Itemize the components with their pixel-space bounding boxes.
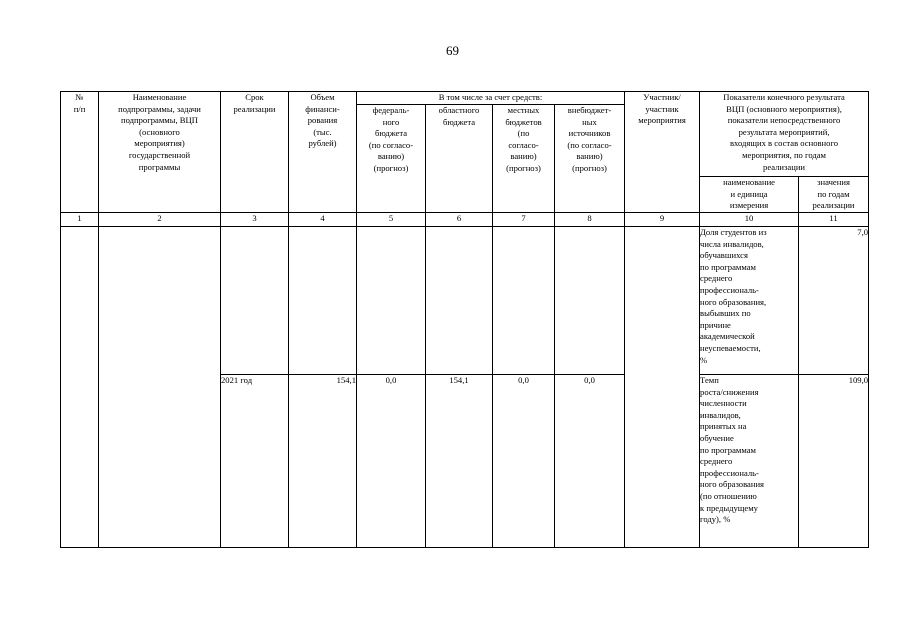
page-number: 69 [446, 43, 459, 58]
federal-cell: 0,0 [357, 375, 426, 548]
text-line: (по согласо- [567, 139, 612, 150]
column-number: 4 [289, 213, 357, 227]
text-line: Объем [310, 92, 335, 102]
text-line: ванию) [510, 151, 537, 162]
text-line: ного образования [700, 479, 765, 490]
text-line: Темп [700, 375, 719, 385]
text-line: по программам [700, 444, 756, 455]
extrabudget-cell: 0,0 [555, 375, 625, 548]
text-line: измерения [729, 200, 769, 211]
header-extrabudget [555, 105, 625, 213]
text-line: реализации [812, 200, 855, 211]
header-indicator-value [799, 177, 869, 213]
header-local [493, 105, 555, 213]
text-line: ного образования, [700, 296, 767, 307]
header-regional [426, 105, 493, 213]
column-number: 2 [99, 213, 221, 227]
text-line: местных [507, 105, 540, 115]
text-line: программы [138, 161, 181, 172]
text-line: инвалидов, [700, 409, 741, 420]
header-volume [289, 92, 357, 213]
text-line: обучавшихся [700, 250, 748, 261]
column-number: 1 [61, 213, 99, 227]
text-line: (прогноз) [506, 162, 541, 173]
indicator-name-cell [700, 375, 799, 548]
participant-cell [625, 227, 700, 548]
text-line: роста/снижения [700, 386, 759, 397]
text-line: участник [645, 103, 679, 114]
extrabudget-cell [555, 227, 625, 375]
text-line: принятых на [700, 421, 747, 432]
text-line: среднего [700, 273, 733, 284]
text-line: бюджета [442, 116, 476, 127]
text-line: по годам [817, 188, 850, 199]
text-line: Показатели конечного результата [723, 92, 845, 102]
table-row [61, 227, 869, 375]
column-number: 6 [426, 213, 493, 227]
header-name [99, 92, 221, 213]
text-line: профессиональ- [700, 284, 759, 295]
text-line: внебюджет- [567, 105, 612, 115]
column-number: 5 [357, 213, 426, 227]
text-line: подпрограммы, ВЦП [121, 115, 198, 126]
text-line: профессиональ- [700, 467, 759, 478]
text-line: академической [700, 331, 755, 342]
text-line: (по согласо- [368, 139, 414, 150]
text-line: по программам [700, 261, 756, 272]
program-table [60, 91, 869, 548]
text-line: рублей) [308, 138, 337, 149]
column-number: 10 [700, 213, 799, 227]
regional-cell [426, 227, 493, 375]
text-line: финанси- [305, 103, 340, 114]
text-line: Наименование [132, 92, 187, 102]
column-number: 7 [493, 213, 555, 227]
volume-cell: 154,1 [289, 375, 357, 548]
header-participant [625, 92, 700, 213]
text-line: году), % [700, 514, 731, 525]
text-line: входящих в состав основного [729, 138, 839, 149]
indicator-value-cell: 7,0 [799, 227, 869, 375]
header-indicator-name [700, 177, 799, 213]
text-line: № [75, 92, 84, 102]
text-line: значения [817, 177, 850, 187]
text-line: бюджета [374, 128, 408, 139]
text-line: Доля студентов из [700, 227, 767, 237]
column-number: 8 [555, 213, 625, 227]
text-line: областного [438, 105, 480, 115]
text-line: (основного [139, 126, 180, 137]
text-line: наименование [723, 177, 775, 187]
text-line: показатели непосредственного [727, 115, 841, 126]
text-line: (по отношению [700, 490, 757, 501]
row-name-cell [99, 227, 221, 548]
column-number: 11 [799, 213, 869, 227]
text-line: численности [700, 398, 747, 409]
text-line: бюджетов [505, 116, 542, 127]
text-line: результата мероприятий, [738, 126, 830, 137]
period-cell [221, 227, 289, 375]
text-line: обучение [700, 432, 734, 443]
text-line: федераль- [372, 105, 410, 115]
text-line: реализации [233, 103, 276, 114]
regional-cell: 154,1 [426, 375, 493, 548]
text-line: (тыс. [313, 126, 332, 137]
text-line: мероприятия [638, 115, 686, 126]
text-line: ВЦП (основного мероприятия), [726, 103, 842, 114]
period-cell: 2021 год [221, 375, 289, 548]
text-line: государственной [128, 149, 191, 160]
text-line: неуспеваемости, [700, 342, 761, 353]
text-line: (прогноз) [373, 162, 409, 173]
text-line: ных [582, 116, 597, 127]
volume-cell [289, 227, 357, 375]
text-line: среднего [700, 456, 733, 467]
row-number-cell [61, 227, 99, 548]
federal-cell [357, 227, 426, 375]
text-line: ванию) [576, 151, 603, 162]
text-line: источников [568, 128, 611, 139]
column-number: 9 [625, 213, 700, 227]
text-line: подпрограммы, задачи [118, 103, 201, 114]
text-line: реализации [763, 161, 806, 172]
text-line: согласо- [508, 139, 539, 150]
column-number: 3 [221, 213, 289, 227]
text-line: Участник/ [643, 92, 681, 102]
header-number [61, 92, 99, 213]
local-cell: 0,0 [493, 375, 555, 548]
text-line: мероприятия) [134, 138, 185, 149]
local-cell [493, 227, 555, 375]
text-line: и единица [730, 188, 768, 199]
text-line: причине [700, 319, 731, 330]
text-line: ного [382, 116, 400, 127]
text-line: к предыдущему [700, 502, 758, 513]
text-line: мероприятия, по годам [742, 149, 826, 160]
text-line: выбывших по [700, 308, 751, 319]
header-sources-group: В том числе за счет средств: [357, 92, 625, 105]
text-line: числа инвалидов, [700, 238, 764, 249]
text-line: ванию) [377, 151, 405, 162]
text-line: рования [307, 115, 338, 126]
text-line: (прогноз) [572, 162, 607, 173]
indicator-value-cell: 109,0 [799, 375, 869, 548]
indicator-name-cell [700, 227, 799, 375]
text-line: % [700, 354, 708, 365]
header-federal [357, 105, 426, 213]
text-line: Срок [245, 92, 264, 102]
header-period [221, 92, 289, 213]
text-line: п/п [73, 103, 86, 114]
header-indicators-group [700, 92, 869, 177]
text-line: (по [517, 128, 530, 139]
